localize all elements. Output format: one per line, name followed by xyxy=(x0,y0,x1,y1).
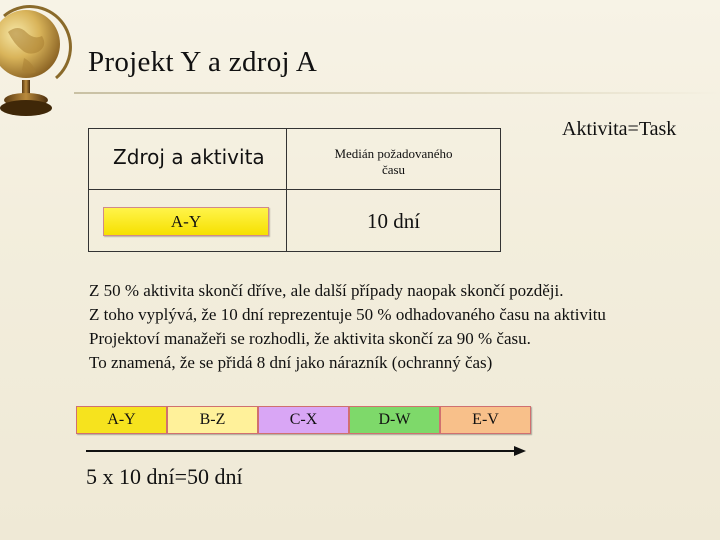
resource-badge: A-Y xyxy=(103,207,269,236)
body-cell-resource xyxy=(89,190,287,251)
header-cell-resource xyxy=(89,129,287,190)
title-divider xyxy=(74,92,720,94)
definition-label: Aktivita=Task xyxy=(562,118,677,140)
page-title: Projekt Y a zdroj A xyxy=(88,46,318,78)
sequence-box-c-x: C-X xyxy=(258,406,349,434)
total-duration-formula: 5 x 10 dní=50 dní xyxy=(86,464,243,489)
header-median-line1: Medián požadovaného xyxy=(334,146,453,161)
header-median-line2: času xyxy=(381,162,406,177)
explanation-line: To znamená, že se přidá 8 dní jako nárazník (ochranný čas) xyxy=(89,353,493,372)
header-median-label xyxy=(287,146,500,178)
header-cell-median xyxy=(287,129,500,190)
body-cell-median xyxy=(287,190,500,251)
explanation-paragraph xyxy=(89,279,606,375)
sequence-box-a-y: A-Y xyxy=(76,406,167,434)
resource-table xyxy=(88,128,501,252)
explanation-line: Projektoví manažeři se rozhodli, že aktivita skončí za 90 % času. xyxy=(89,329,531,348)
sequence-box-d-w: D-W xyxy=(349,406,440,434)
header-resource-label: Zdroj a aktivita xyxy=(113,145,265,169)
timeline-arrow xyxy=(86,444,526,458)
sequence-box-b-z: B-Z xyxy=(167,406,258,434)
median-value: 10 dní xyxy=(366,209,421,233)
explanation-line: Z 50 % aktivita skončí dříve, ale další případy naopak skončí později. xyxy=(89,281,564,300)
explanation-line: Z toho vyplývá, že 10 dní reprezentuje 50 % odhadovaného času na aktivitu xyxy=(89,305,606,324)
globe-image xyxy=(0,0,72,124)
activity-sequence xyxy=(76,406,531,434)
sequence-box-e-v: E-V xyxy=(440,406,531,434)
